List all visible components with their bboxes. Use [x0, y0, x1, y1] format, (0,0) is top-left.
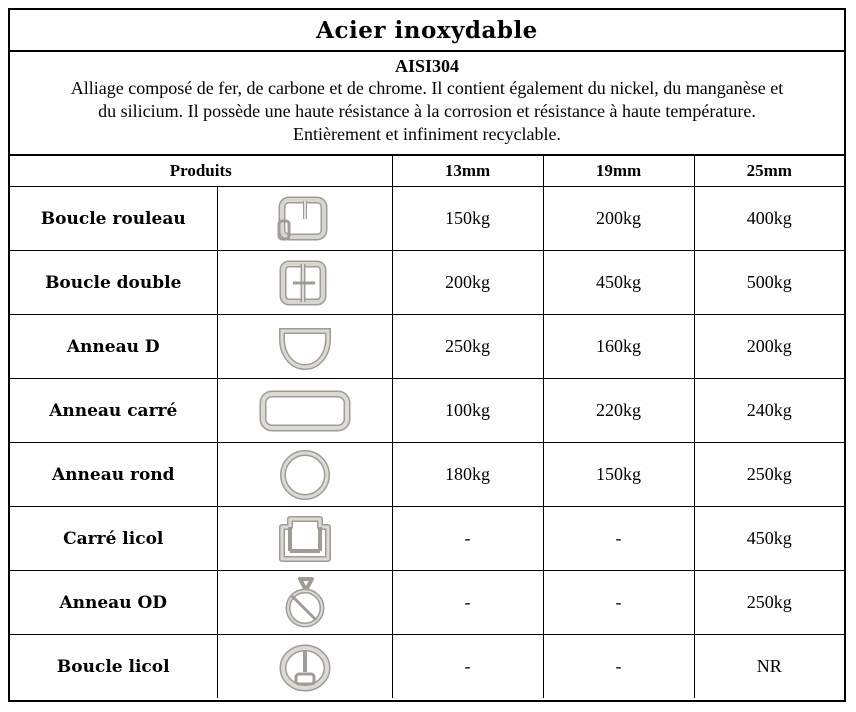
- load-25mm: 250kg: [694, 443, 844, 507]
- material-line: Alliage composé de fer, de carbone et de chrome. Il contient également du nickel, du manganèse et: [70, 78, 784, 98]
- load-19mm: -: [543, 507, 694, 571]
- roller-buckle-icon: [217, 187, 392, 251]
- material-description: [10, 52, 844, 156]
- d-ring-icon: [217, 315, 392, 379]
- load-19mm: 200kg: [543, 187, 694, 251]
- load-13mm: 200kg: [392, 251, 543, 315]
- product-name: Anneau rond: [10, 443, 217, 507]
- load-19mm: -: [543, 571, 694, 635]
- material-text: [10, 77, 844, 146]
- product-name: Anneau carré: [10, 379, 217, 443]
- header-25mm: 25mm: [694, 156, 844, 187]
- header-13mm: 13mm: [392, 156, 543, 187]
- load-13mm: -: [392, 571, 543, 635]
- material-line: Entièrement et infiniment recyclable.: [293, 124, 561, 144]
- double-buckle-icon: [217, 251, 392, 315]
- table-row: [10, 443, 844, 507]
- load-19mm: 150kg: [543, 443, 694, 507]
- strength-table: [10, 156, 844, 698]
- load-25mm: NR: [694, 635, 844, 699]
- table-row: [10, 315, 844, 379]
- table-header-row: [10, 156, 844, 187]
- material-line: du silicium. Il possède une haute résistance à la corrosion et résistance à haute température.: [98, 101, 756, 121]
- material-grade: AISI304: [394, 56, 460, 76]
- load-25mm: 240kg: [694, 379, 844, 443]
- load-13mm: 180kg: [392, 443, 543, 507]
- load-13mm: -: [392, 635, 543, 699]
- load-25mm: 500kg: [694, 251, 844, 315]
- load-13mm: 150kg: [392, 187, 543, 251]
- load-19mm: 450kg: [543, 251, 694, 315]
- page-title: Acier inoxydable: [10, 10, 844, 52]
- rectangle-ring-icon: [217, 379, 392, 443]
- product-sheet: [8, 8, 846, 702]
- product-name: Anneau D: [10, 315, 217, 379]
- load-13mm: 250kg: [392, 315, 543, 379]
- load-19mm: -: [543, 635, 694, 699]
- header-product: Produits: [10, 156, 392, 187]
- load-25mm: 400kg: [694, 187, 844, 251]
- load-13mm: -: [392, 507, 543, 571]
- product-name: Boucle rouleau: [10, 187, 217, 251]
- halter-square-icon: [217, 507, 392, 571]
- product-name: Boucle double: [10, 251, 217, 315]
- header-19mm: 19mm: [543, 156, 694, 187]
- load-25mm: 200kg: [694, 315, 844, 379]
- table-row: [10, 379, 844, 443]
- load-13mm: 100kg: [392, 379, 543, 443]
- load-25mm: 450kg: [694, 507, 844, 571]
- product-name: Anneau OD: [10, 571, 217, 635]
- load-19mm: 160kg: [543, 315, 694, 379]
- o-ring-icon: [217, 443, 392, 507]
- product-name: Boucle licol: [10, 635, 217, 699]
- table-row: [10, 571, 844, 635]
- table-row: [10, 635, 844, 699]
- table-row: [10, 187, 844, 251]
- table-row: [10, 507, 844, 571]
- halter-buckle-icon: [217, 635, 392, 699]
- od-ring-icon: [217, 571, 392, 635]
- table-row: [10, 251, 844, 315]
- load-19mm: 220kg: [543, 379, 694, 443]
- product-name: Carré licol: [10, 507, 217, 571]
- load-25mm: 250kg: [694, 571, 844, 635]
